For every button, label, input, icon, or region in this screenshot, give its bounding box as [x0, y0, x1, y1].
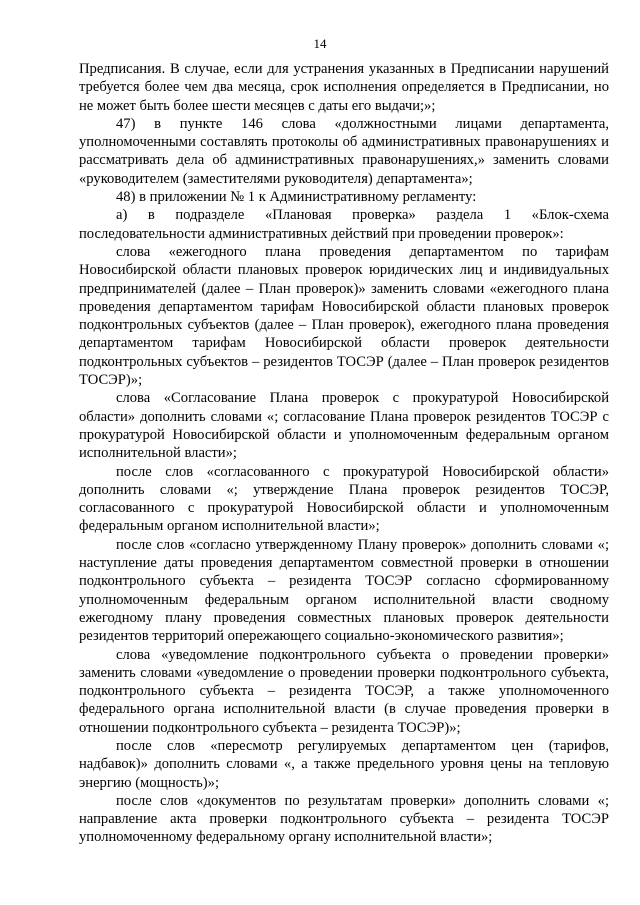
paragraph-joint-inspection: после слов «согласно утвержденному Плану проверок» дополнить словами «; наступление даты проведения департаментом совместной проверки в отношении подконтрольного субъекта – резидента ТОСЭР согласно сформированному уполномоченным федеральным органом исполнительной власти сводному ежегодному плану проведения совместных плановых проверок деятельности резидентов территорий опережающего социально-экономического развития»;: [79, 536, 609, 645]
paragraph-subitem-a: а) в подразделе «Плановая проверка» раздела 1 «Блок-схема последовательности административных действий при проведении проверок»:: [79, 207, 609, 242]
document-body: [79, 60, 609, 847]
paragraph-plan-wording: слова «ежегодного плана проведения департаментом по тарифам Новосибирской области плановых проверок юридических лиц и индивидуальных предпринимателей (далее – План проверок)» заменить словами «ежегодного плана проведения департаментом тарифам Новосибирской области плановых проверок подконтрольных субъектов (далее – План проверок), ежегодного плана проведения департаментом тарифам Новосибирской области проверок деятельности подконтрольных субъектов – резидентов ТОСЭР (далее – План проверок резидентов ТОСЭР)»;: [79, 243, 609, 389]
paragraph-item-48: 48) в приложении № 1 к Административному регламенту:: [116, 189, 477, 206]
paragraph-approved-plan: после слов «согласованного с прокуратурой Новосибирской области» дополнить словами «; утверждение Плана проверок резидентов ТОСЭР, согласованного с прокуратурой Новосибирской области и уполномоченным федеральным органом исполнительной власти»;: [79, 463, 609, 535]
paragraph-notification: слова «уведомление подконтрольного субъекта о проведении проверки» заменить словами «уведомление о проведении проверки подконтрольного субъекта, подконтрольного субъекта – резидента ТОСЭР, а также уполномоченного федерального органа исполнительной власти (в случае проведения проверки в отношении подконтрольного субъекта – резидента ТОСЭР)»;: [79, 646, 609, 736]
paragraph-price-review: после слов «пересмотр регулируемых департаментом цен (тарифов, надбавок)» дополнить словами «, а также предельного уровня цены на тепловую энергию (мощность)»;: [79, 737, 609, 791]
paragraph-inspection-act: после слов «документов по результатам проверки» дополнить словами «; направление акта проверки подконтрольного субъекта – резидента ТОСЭР уполномоченному федеральному органу исполнительной власти»;: [79, 792, 609, 846]
paragraph-continuation: Предписания. В случае, если для устранения указанных в Предписании нарушений требуется более чем два месяца, срок исполнения определяется в Предписании, но не может быть более шести месяцев с даты его выдачи;»;: [79, 61, 609, 114]
page-number: 14: [313, 36, 327, 51]
paragraph-approval-wording: слова «Согласование Плана проверок с прокуратурой Новосибирской области» дополнить словами «; согласование Плана проверок резидентов ТОСЭР с прокуратурой Новосибирской области и уполномоченным федеральным органом исполнительной власти»;: [79, 390, 609, 462]
paragraph-item-47: 47) в пункте 146 слова «должностными лицами департамента, уполномоченными составлять протоколы об административных правонарушениях и рассматривать дела об административных правонарушениях,» заменить словами «руководителем (заместителями руководителя) департамента»;: [79, 115, 609, 187]
